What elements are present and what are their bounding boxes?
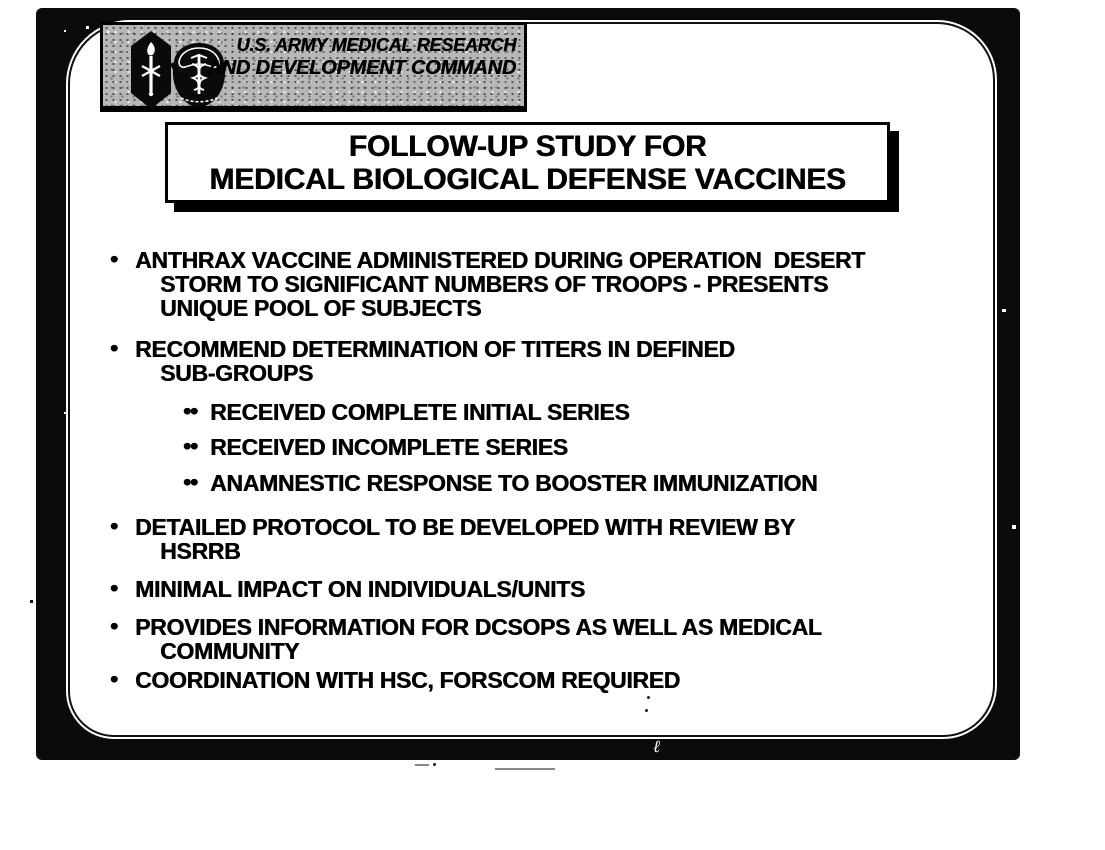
- scan-dash: [495, 768, 555, 770]
- bullet-item-detailed-protocol: [100, 515, 990, 563]
- sub-bullet-marker: ••: [183, 469, 198, 495]
- handwritten-mark: ℓ: [653, 737, 661, 757]
- bullet-list: [100, 238, 990, 692]
- bullet-item-anthrax-vaccine: [100, 248, 990, 320]
- bullet-marker: •: [110, 666, 118, 692]
- bullet-line: HSRRB: [160, 538, 241, 564]
- sub-bullet-marker: ••: [183, 398, 198, 424]
- ink-speck: [645, 709, 648, 712]
- org-name-line1: U.S. ARMY MEDICAL RESEARCH: [236, 35, 516, 55]
- army-medical-rdc-insignia-icon: [129, 30, 173, 115]
- bullet-marker: •: [110, 575, 118, 601]
- ink-speck: [647, 696, 650, 699]
- bullet-item-recommend-titers: [100, 337, 990, 385]
- scan-speck: [64, 412, 66, 414]
- slide-title-box: [165, 122, 890, 203]
- bullet-line: RECEIVED COMPLETE INITIAL SERIES: [210, 399, 630, 425]
- bullet-line: PROVIDES INFORMATION FOR DCSOPS AS WELL AS MEDICAL: [135, 614, 822, 640]
- bullet-marker: •: [110, 613, 118, 639]
- sub-bullet-marker: ••: [183, 433, 198, 459]
- slide-title-line1: FOLLOW-UP STUDY FOR: [348, 130, 707, 163]
- org-name-line2: AND DEVELOPMENT COMMAND: [207, 57, 516, 79]
- scan-speck: [1012, 525, 1016, 529]
- command-header-banner: [100, 22, 527, 112]
- scan-speck: [30, 600, 33, 603]
- bullet-line: ANTHRAX VACCINE ADMINISTERED DURING OPERATION DESERT: [135, 247, 865, 273]
- bullet-line: DETAILED PROTOCOL TO BE DEVELOPED WITH REVIEW BY: [135, 514, 795, 540]
- ink-speck: [433, 763, 436, 766]
- bullet-line: COORDINATION WITH HSC, FORSCOM REQUIRED: [135, 667, 680, 693]
- scan-speck: [64, 30, 66, 32]
- bullet-marker: •: [110, 513, 118, 539]
- bullet-line: COMMUNITY: [160, 638, 300, 664]
- bullet-item-coordination: [100, 668, 990, 692]
- bullet-line: MINIMAL IMPACT ON INDIVIDUALS/UNITS: [135, 576, 585, 602]
- org-name: [207, 34, 516, 80]
- bullet-line: ANAMNESTIC RESPONSE TO BOOSTER IMMUNIZATION: [210, 470, 818, 496]
- scan-speck: [107, 31, 109, 33]
- bullet-item-complete-series: [100, 400, 990, 424]
- bullet-item-anamnestic-response: [100, 471, 990, 495]
- bullet-line: RECOMMEND DETERMINATION OF TITERS IN DEFINED: [135, 336, 735, 362]
- bullet-line: UNIQUE POOL OF SUBJECTS: [160, 295, 482, 321]
- bullet-marker: •: [110, 335, 118, 361]
- scan-dash: [415, 764, 429, 766]
- scan-speck: [1002, 309, 1006, 312]
- bullet-item-minimal-impact: [100, 577, 990, 601]
- bullet-line: RECEIVED INCOMPLETE SERIES: [210, 434, 568, 460]
- bullet-line: SUB-GROUPS: [160, 360, 313, 386]
- bullet-line: STORM TO SIGNIFICANT NUMBERS OF TROOPS - PRESENTS: [160, 271, 829, 297]
- bullet-item-incomplete-series: [100, 435, 990, 459]
- scan-speck: [86, 26, 89, 29]
- bullet-marker: •: [110, 246, 118, 272]
- bullet-item-provides-information: [100, 615, 990, 663]
- slide-title-line2: MEDICAL BIOLOGICAL DEFENSE VACCINES: [209, 163, 846, 196]
